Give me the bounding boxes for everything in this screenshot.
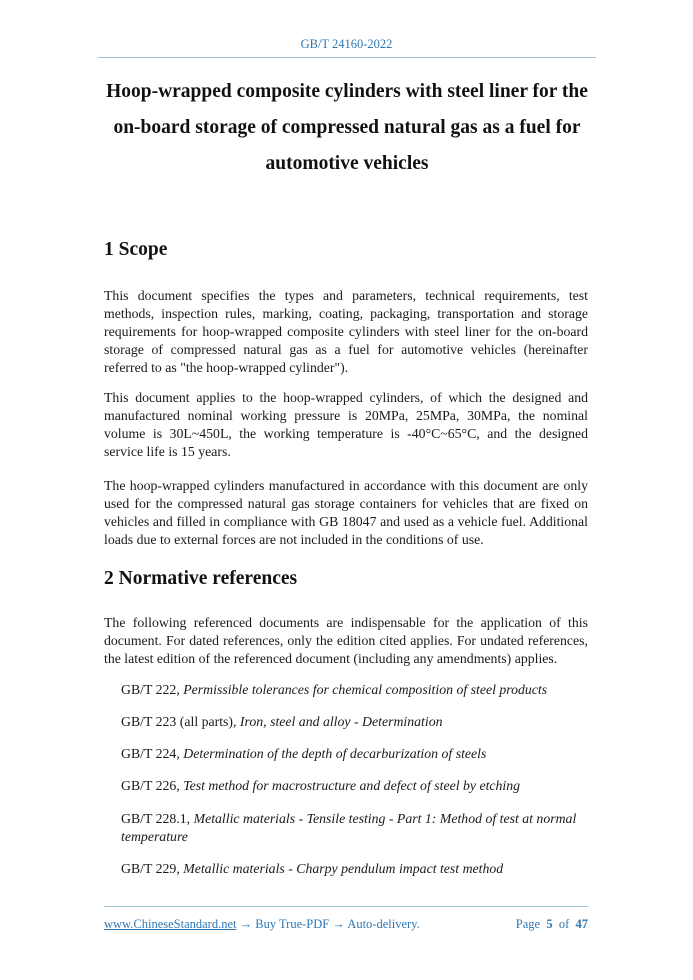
reference-item: [121, 810, 589, 846]
reference-item: [121, 713, 589, 731]
reference-title: Metallic materials - Charpy pendulum impact test method: [183, 861, 504, 876]
reference-code: GB/T 226,: [121, 778, 184, 793]
reference-title: Iron, steel and alloy - Determination: [239, 714, 443, 729]
reference-item: [121, 745, 589, 763]
document-title: [98, 74, 596, 182]
title-line: on-board storage of compressed natural gas as a fuel for: [113, 117, 581, 138]
reference-title: Determination of the depth of decarburization of steels: [183, 746, 487, 761]
chinesestandard-link[interactable]: www.ChineseStandard.net: [104, 917, 237, 931]
footer-promo-text: → Buy True-PDF → Auto-delivery.: [236, 917, 420, 931]
scope-paragraph-2: This document applies to the hoop-wrapped cylinders, of which the designed and manufactured nominal working pressure is 20MPa, 25MPa, 30MPa, the nominal volume is 30L~450L, the working temperature is -40°C~65°C, and the designed service life is 15 years.: [104, 390, 588, 459]
title-line: Hoop-wrapped composite cylinders with steel liner for the: [106, 81, 588, 102]
reference-code: GB/T 222,: [121, 682, 184, 697]
page-footer: [104, 917, 588, 932]
footer-divider: [104, 906, 588, 907]
footer-promo: [104, 917, 420, 932]
reference-code: GB/T 223 (all parts),: [121, 714, 240, 729]
page-label: Page: [515, 917, 541, 931]
section-heading-scope: 1 Scope: [104, 239, 168, 260]
reference-code: GB/T 229,: [121, 861, 184, 876]
standard-code-header: GB/T 24160-2022: [300, 37, 393, 51]
reference-code: GB/T 228.1,: [121, 811, 194, 826]
reference-title: Metallic materials - Tensile testing - Part 1: Method of test at normal temperature: [121, 811, 577, 844]
reference-item: [121, 777, 589, 795]
scope-paragraph-3: The hoop-wrapped cylinders manufactured in accordance with this document are only used for the compressed natural gas storage containers for vehicles that are fixed on vehicles and filled in compliance with GB 18047 and used as a vehicle fuel. Additional loads due to external forces are not included in the conditions of use.: [104, 478, 588, 547]
current-page-number: 5: [546, 917, 553, 931]
reference-title: Test method for macrostructure and defect of steel by etching: [183, 778, 521, 793]
reference-title: Permissible tolerances for chemical composition of steel products: [183, 682, 548, 697]
title-line: automotive vehicles: [265, 153, 429, 174]
section-heading-normative-references: 2 Normative references: [104, 568, 298, 589]
scope-paragraph-1: This document specifies the types and parameters, technical requirements, test methods, inspection rules, marking, coating, packaging, transportation and storage requirements for hoop-wrapped composite cylinders with steel liner for the on-board storage of compressed natural gas as a fuel for automotive vehicles (hereinafter referred to as "the hoop-wrapped cylinder").: [104, 288, 588, 375]
header-divider: [98, 57, 596, 58]
of-label: of: [558, 917, 570, 931]
reference-code: GB/T 224,: [121, 746, 184, 761]
page-indicator: [516, 917, 588, 932]
total-pages: 47: [575, 917, 588, 931]
reference-item: [121, 860, 589, 878]
normative-intro-paragraph: The following referenced documents are indispensable for the application of this document. For dated references, only the edition cited applies. For undated references, the latest edition of the referenced document (including any amendments) applies.: [104, 615, 588, 666]
reference-item: [121, 681, 589, 699]
